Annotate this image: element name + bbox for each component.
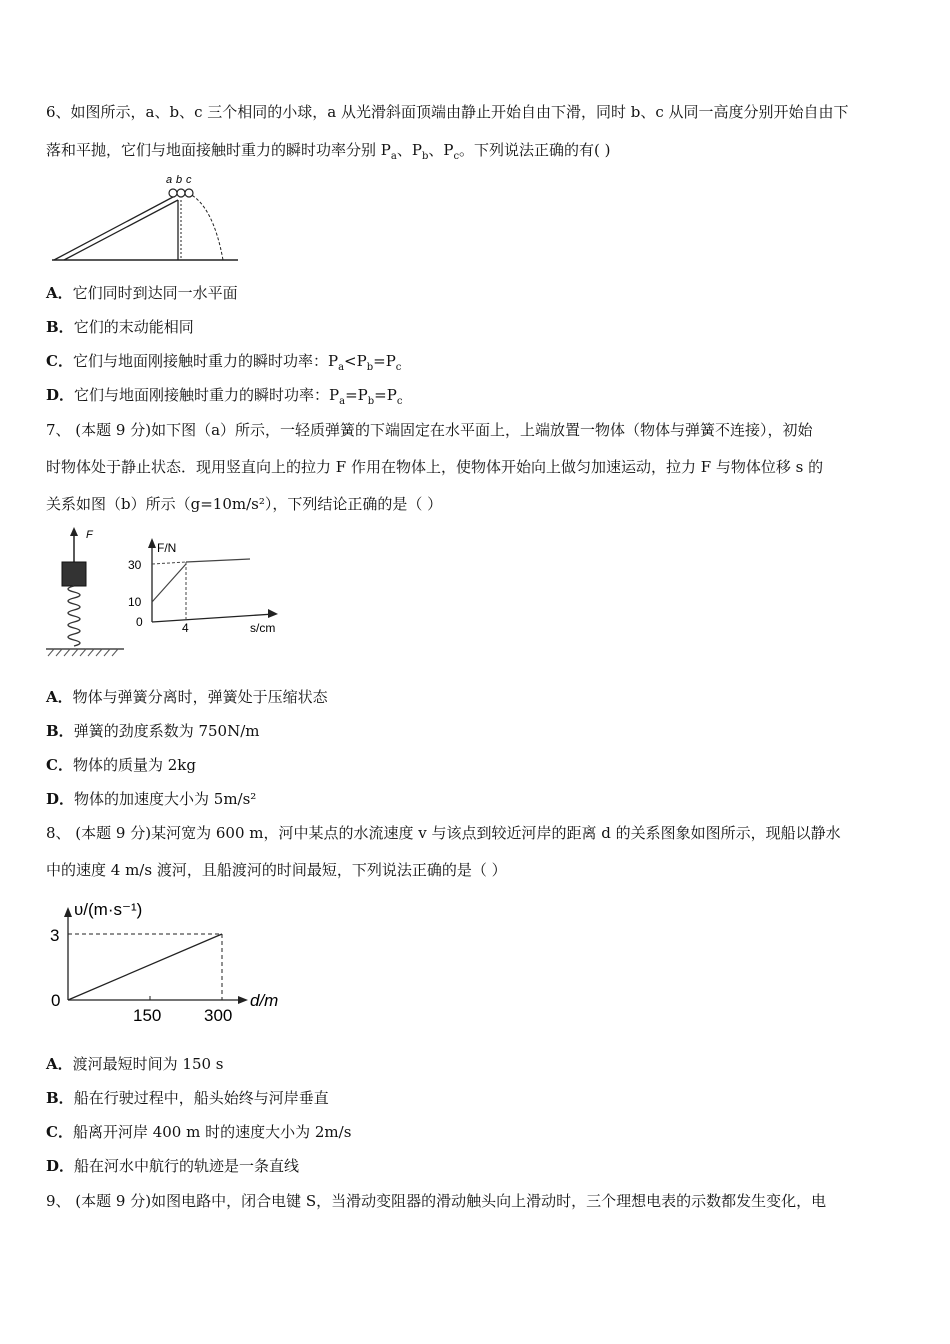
q7-stem-line3: 关系如图（b）所示（g=10m/s²），下列结论正确的是（ ） bbox=[46, 495, 443, 513]
q6-stem-line2: 落和平抛，它们与地面接触时重力的瞬时功率分别 $P_a$、$P_b$、$P_c$。下列说法正确的有( ) bbox=[46, 141, 611, 162]
q6-stem-line1: 6、如图所示，a、b、c 三个相同的小球，a 从光滑斜面顶端由静止开始自由下滑，同时 b、c 从同一高度分别开始自由下 bbox=[46, 103, 849, 121]
q8-stem-line2: 中的速度 4 m/s 渡河，且船渡河的时间最短，下列说法正确的是（ ） bbox=[46, 861, 507, 879]
q8-option-b[interactable] bbox=[46, 1088, 329, 1108]
option-text: 弹簧的劲度系数为 750N/m bbox=[73, 722, 260, 740]
q6-option-a[interactable] bbox=[46, 283, 238, 303]
q6-incline-figure bbox=[48, 170, 248, 265]
force-label: F bbox=[86, 529, 93, 541]
q7-spring-figure bbox=[44, 524, 294, 664]
q7-stem-line2: 时物体处于静止状态．现用竖直向上的拉力 F 作用在物体上，使物体开始向上做匀加速运动，拉力 F 与物体位移 s 的 bbox=[46, 458, 824, 476]
relation: = bbox=[345, 386, 358, 404]
option-text: 它们与地面刚接触时重力的瞬时功率：P bbox=[72, 352, 339, 370]
option-letter: A． bbox=[46, 1055, 73, 1073]
option-text: 物体与弹簧分离时，弹簧处于压缩状态 bbox=[72, 688, 328, 706]
option-text: 物体的质量为 2kg bbox=[72, 756, 196, 774]
q7-option-c[interactable] bbox=[46, 755, 196, 775]
y-tick-10: 10 bbox=[128, 595, 142, 609]
option-letter: C． bbox=[46, 352, 73, 370]
x-tick-4: 4 bbox=[182, 621, 189, 635]
option-letter: C． bbox=[46, 1123, 73, 1141]
q7-option-b[interactable] bbox=[46, 721, 260, 741]
q6-stem-line2-text: 落和平抛，它们与地面接触时重力的瞬时功率分别 P bbox=[46, 141, 391, 159]
option-letter: C． bbox=[46, 756, 73, 774]
q6-option-c[interactable]: C．它们与地面刚接触时重力的瞬时功率：$P_a<P_b=P_c$ bbox=[46, 352, 402, 373]
origin-label: 0 bbox=[51, 991, 61, 1010]
q7-option-a[interactable] bbox=[46, 687, 328, 707]
option-letter: D． bbox=[46, 1157, 75, 1175]
label-b: b bbox=[176, 174, 183, 186]
x-tick-300: 300 bbox=[204, 1006, 233, 1025]
q8-option-a[interactable] bbox=[46, 1054, 224, 1074]
y-axis-label: υ/(m·s⁻¹) bbox=[74, 900, 143, 919]
option-letter: B． bbox=[46, 318, 74, 336]
y-tick-0: 0 bbox=[136, 615, 143, 629]
option-text: 它们与地面刚接触时重力的瞬时功率：P bbox=[74, 386, 340, 404]
q7-option-d[interactable] bbox=[46, 789, 256, 809]
q7-stem-line1: 7、 (本题 9 分)如下图（a）所示，一轻质弹簧的下端固定在水平面上，上端放置一物体（物体与弹簧不连接），初始 bbox=[46, 421, 813, 439]
option-letter: A． bbox=[46, 284, 73, 302]
option-letter: B． bbox=[46, 1089, 74, 1107]
option-letter: A． bbox=[46, 688, 73, 706]
y-axis-label: F/N bbox=[157, 541, 177, 555]
label-c: c bbox=[186, 174, 192, 186]
q8-option-d[interactable] bbox=[46, 1156, 299, 1176]
label-a: a bbox=[166, 174, 173, 186]
option-text: 船离开河岸 400 m 时的速度大小为 2m/s bbox=[72, 1123, 352, 1141]
y-tick-3: 3 bbox=[50, 926, 60, 945]
option-text: 船在河水中航行的轨迹是一条直线 bbox=[74, 1157, 300, 1175]
q8-stem-line1: 8、 (本题 9 分)某河宽为 600 m，河中某点的水流速度 v 与该点到较近河岸的距离 d 的关系图象如图所示，现船以静水 bbox=[46, 824, 841, 842]
option-text: 船在行驶过程中，船头始终与河岸垂直 bbox=[73, 1089, 329, 1107]
q8-option-c[interactable] bbox=[46, 1122, 351, 1142]
q8-velocity-graph bbox=[46, 895, 296, 1030]
x-axis-label: d/m bbox=[250, 991, 279, 1010]
y-tick-30: 30 bbox=[128, 558, 142, 572]
relation: < bbox=[344, 352, 357, 370]
relation: = bbox=[374, 386, 387, 404]
relation: = bbox=[373, 352, 386, 370]
x-tick-150: 150 bbox=[133, 1006, 162, 1025]
q9-stem-line1: 9、 (本题 9 分)如图电路中，闭合电键 S，当滑动变阻器的滑动触头向上滑动时，三个理想电表的示数都发生变化，电 bbox=[46, 1192, 827, 1210]
x-axis-label: s/cm bbox=[250, 621, 276, 635]
option-letter: D． bbox=[46, 386, 75, 404]
q6-option-b[interactable] bbox=[46, 317, 194, 337]
option-text: 它们同时到达同一水平面 bbox=[72, 284, 238, 302]
q6-option-d[interactable]: D．它们与地面刚接触时重力的瞬时功率：$P_a=P_b=P_c$ bbox=[46, 386, 403, 407]
option-text: 物体的加速度大小为 5m/s² bbox=[74, 790, 257, 808]
option-letter: D． bbox=[46, 790, 75, 808]
q6-stem-line2-end: 。下列说法正确的有( ) bbox=[459, 141, 611, 159]
option-letter: B． bbox=[46, 722, 74, 740]
option-text: 渡河最短时间为 150 s bbox=[72, 1055, 224, 1073]
option-text: 它们的末动能相同 bbox=[73, 318, 194, 336]
